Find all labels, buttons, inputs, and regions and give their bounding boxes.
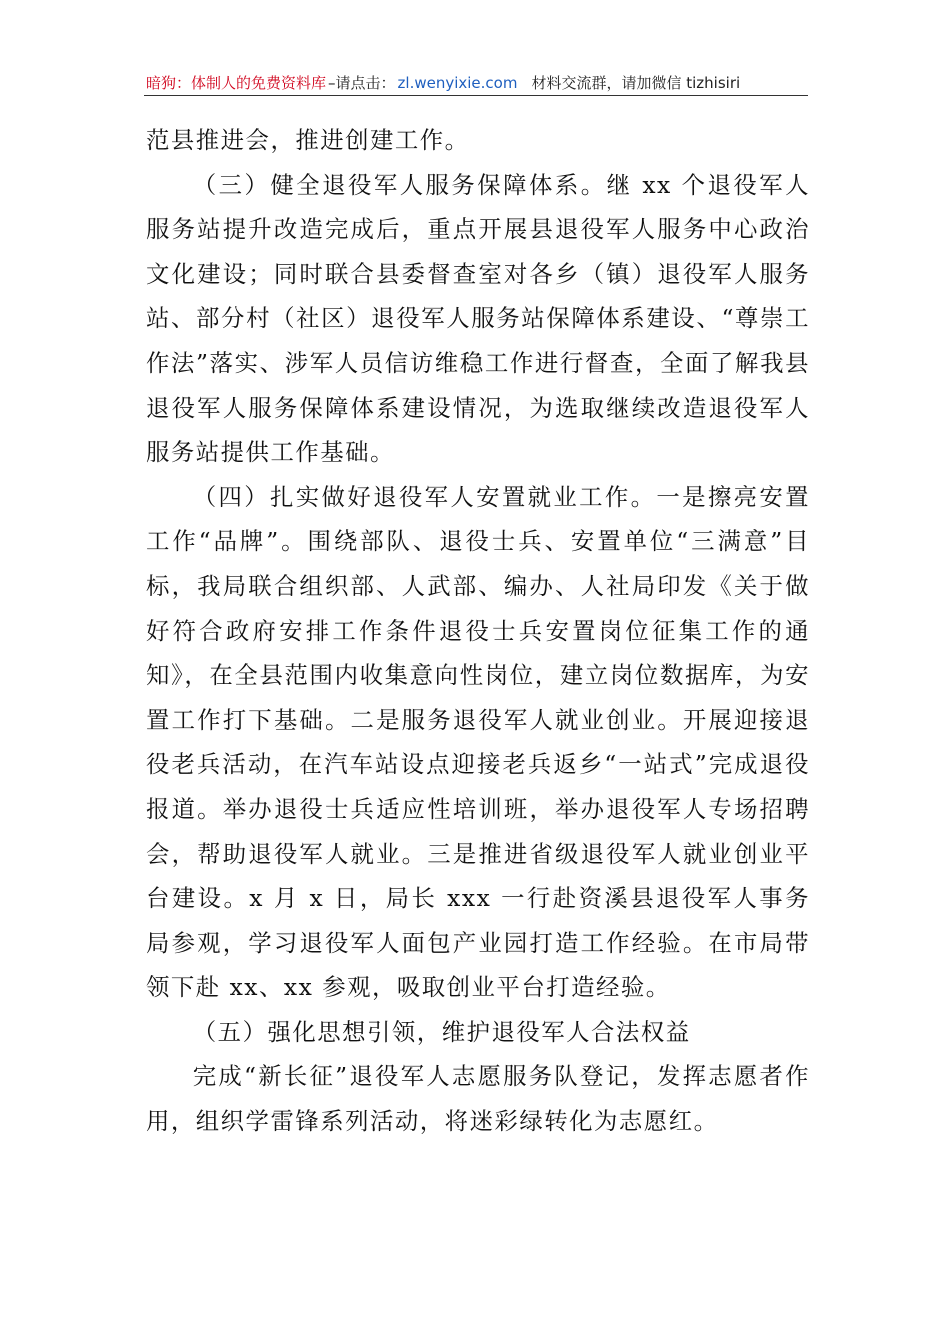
page-header: [146, 72, 806, 93]
header-divider: [144, 95, 808, 96]
header-click-prompt: –请点击：: [328, 74, 396, 92]
section-5-heading: （五）强化思想引领，维护退役军人合法权益: [192, 1017, 691, 1046]
paragraph-section-5: 完成“新长征”退役军人志愿服务队登记，发挥志愿者作用，组织学雷锋系列活动，将迷彩绿转化为志愿红。: [146, 1062, 810, 1136]
document-body: [146, 118, 810, 1144]
header-url-link[interactable]: zl.wenyixie.com: [397, 74, 518, 92]
paragraph-section-3: （三）健全退役军人服务保障体系。继 xx 个退役军人服务站提升改造完成后，重点开展县退役军人服务中心政治文化建设；同时联合县委督查室对各乡（镇）退役军人服务站、部分村（社区）退役军人服务站保障体系建设、“尊崇工作法”落实、涉军人员信访维稳工作进行督查，全面了解我县退役军人服务保障体系建设情况，为选取继续改造退役军人服务站提供工作基础。: [146, 170, 810, 467]
header-group-note: 材料交流群，请加微信 tizhisiri: [531, 74, 741, 92]
header-site-name[interactable]: 暗狗：体制人的免费资料库: [146, 74, 327, 92]
paragraph-section-4: （四）扎实做好退役军人安置就业工作。一是擦亮安置工作“品牌”。围绕部队、退役士兵、安置单位“三满意”目标，我局联合组织部、人武部、编办、人社局印发《关于做好符合政府安排工作条件退役士兵安置岗位征集工作的通知》，在全县范围内收集意向性岗位，建立岗位数据库，为安置工作打下基础。二是服务退役军人就业创业。开展迎接退役老兵活动，在汽车站设点迎接老兵返乡“一站式”完成退役报道。举办退役士兵适应性培训班，举办退役军人专场招聘会，帮助退役军人就业。三是推进省级退役军人就业创业平台建设。x 月 x 日，局长 xxx 一行赴资溪县退役军人事务局参观，学习退役军人面包产业园打造工作经验。在市局带领下赴 xx、xx 参观，吸取创业平台打造经验。: [146, 482, 810, 1002]
paragraph-continuation: 范县推进会，推进创建工作。: [146, 126, 470, 154]
